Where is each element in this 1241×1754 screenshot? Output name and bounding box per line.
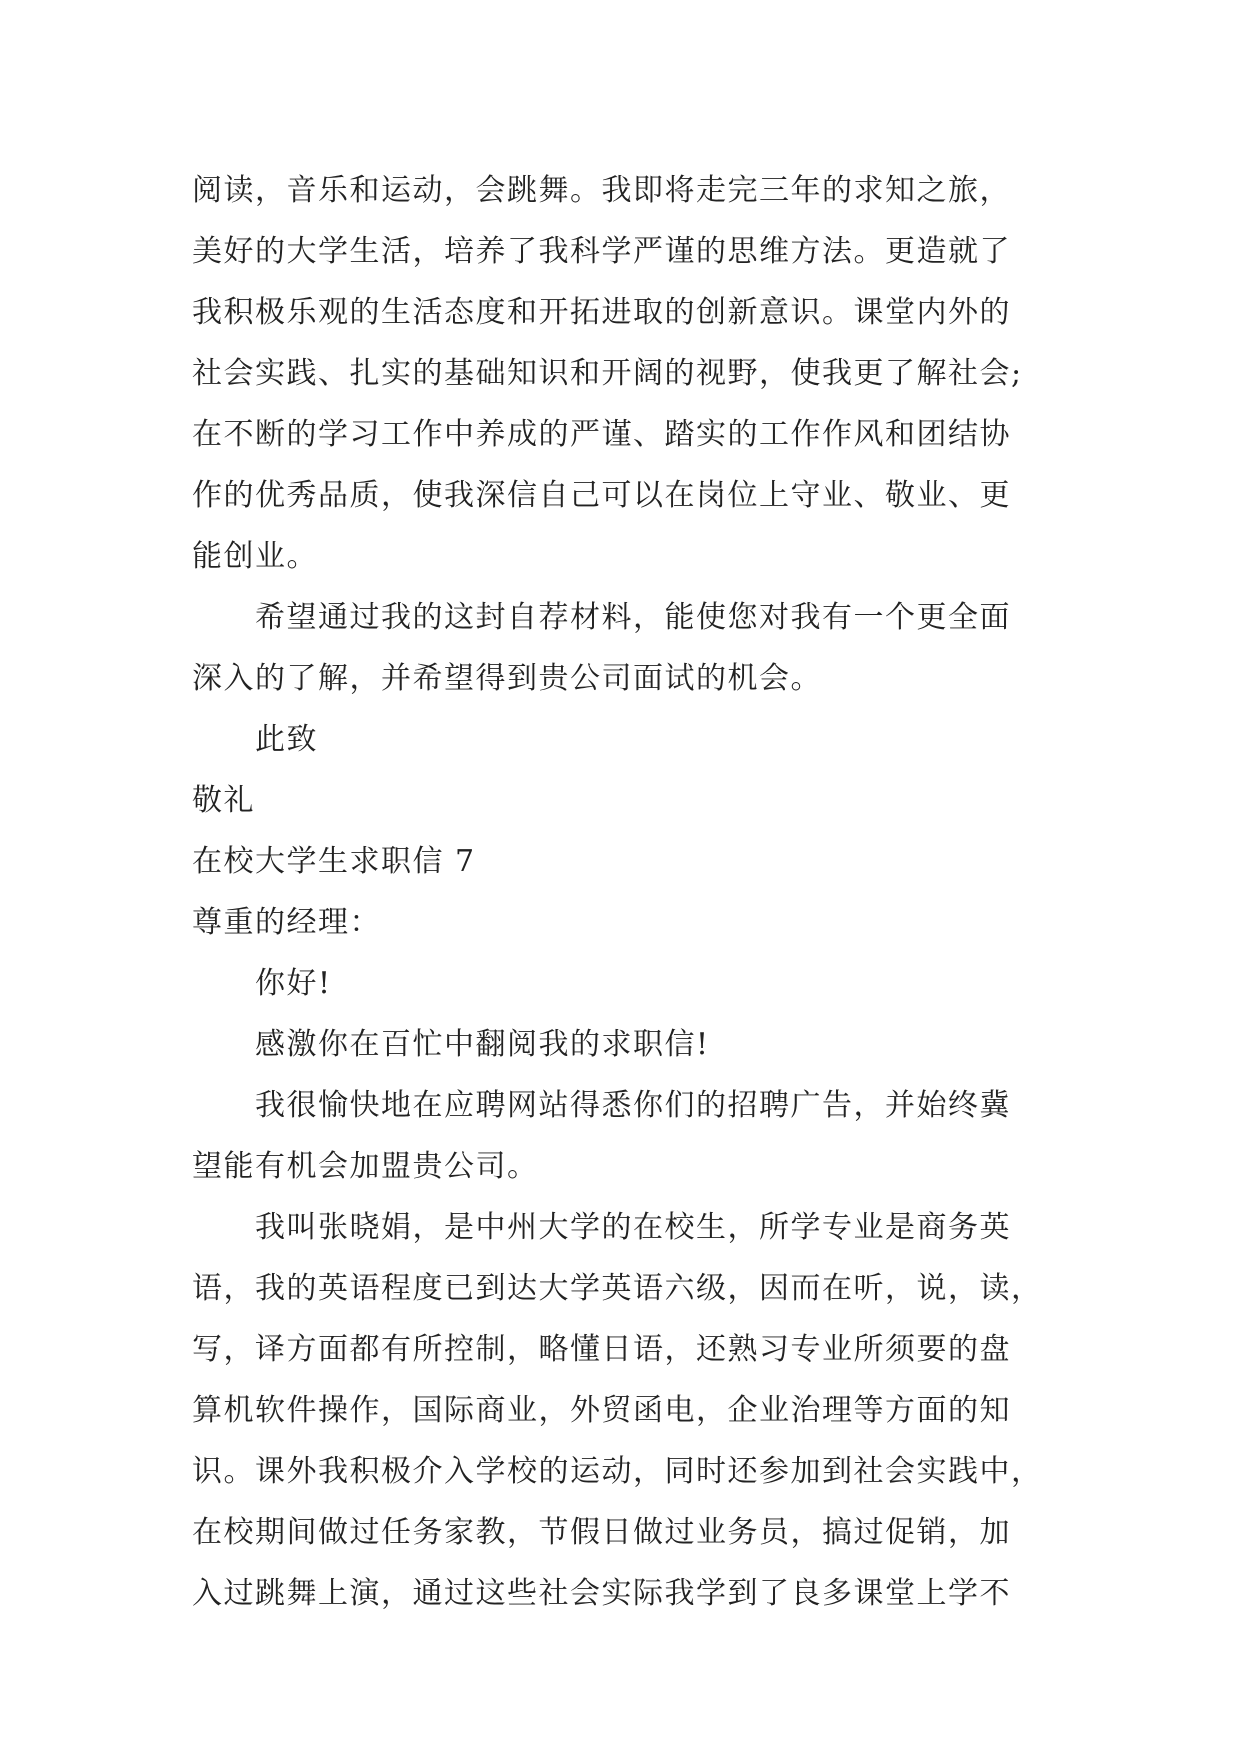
text-line: 我积极乐观的生活态度和开拓进取的创新意识。课堂内外的 bbox=[192, 295, 1011, 330]
text-line: 希望通过我的这封自荐材料，能使您对我有一个更全面 bbox=[255, 600, 1011, 635]
text-line: 入过跳舞上演，通过这些社会实际我学到了良多课堂上学不 bbox=[192, 1576, 1011, 1611]
text-line: 深入的了解，并希望得到贵公司面试的机会。 bbox=[192, 661, 822, 696]
text-line: 在校大学生求职信 7 bbox=[192, 844, 476, 879]
text-line: 作的优秀品质，使我深信自己可以在岗位上守业、敬业、更 bbox=[192, 478, 1011, 513]
text-line: 在不断的学习工作中养成的严谨、踏实的工作作风和团结协 bbox=[192, 417, 1011, 452]
text-line: 阅读，音乐和运动，会跳舞。我即将走完三年的求知之旅， bbox=[192, 173, 1011, 208]
text-line: 识。课外我积极介入学校的运动，同时还参加到社会实践中， bbox=[192, 1454, 1043, 1489]
text-line: 在校期间做过任务家教，节假日做过业务员，搞过促销，加 bbox=[192, 1515, 1011, 1550]
text-line: 感激你在百忙中翻阅我的求职信! bbox=[255, 1027, 710, 1062]
text-line: 尊重的经理： bbox=[192, 905, 381, 940]
text-line: 能创业。 bbox=[192, 539, 318, 574]
text-line: 敬礼 bbox=[192, 783, 255, 818]
text-line: 我很愉快地在应聘网站得悉你们的招聘广告，并始终冀 bbox=[255, 1088, 1011, 1123]
text-line: 望能有机会加盟贵公司。 bbox=[192, 1149, 539, 1184]
text-line: 此致 bbox=[255, 722, 318, 757]
text-line: 美好的大学生活，培养了我科学严谨的思维方法。更造就了 bbox=[192, 234, 1011, 269]
text-line: 写，译方面都有所控制，略懂日语，还熟习专业所须要的盘 bbox=[192, 1332, 1011, 1367]
text-line: 算机软件操作，国际商业，外贸函电，企业治理等方面的知 bbox=[192, 1393, 1011, 1428]
text-line: 社会实践、扎实的基础知识和开阔的视野，使我更了解社会; bbox=[192, 356, 1023, 391]
text-line: 语，我的英语程度已到达大学英语六级，因而在听，说，读， bbox=[192, 1271, 1043, 1306]
text-line: 你好! bbox=[255, 966, 332, 1001]
text-line: 我叫张晓娟，是中州大学的在校生，所学专业是商务英 bbox=[255, 1210, 1011, 1245]
document-body bbox=[192, 160, 1072, 1624]
